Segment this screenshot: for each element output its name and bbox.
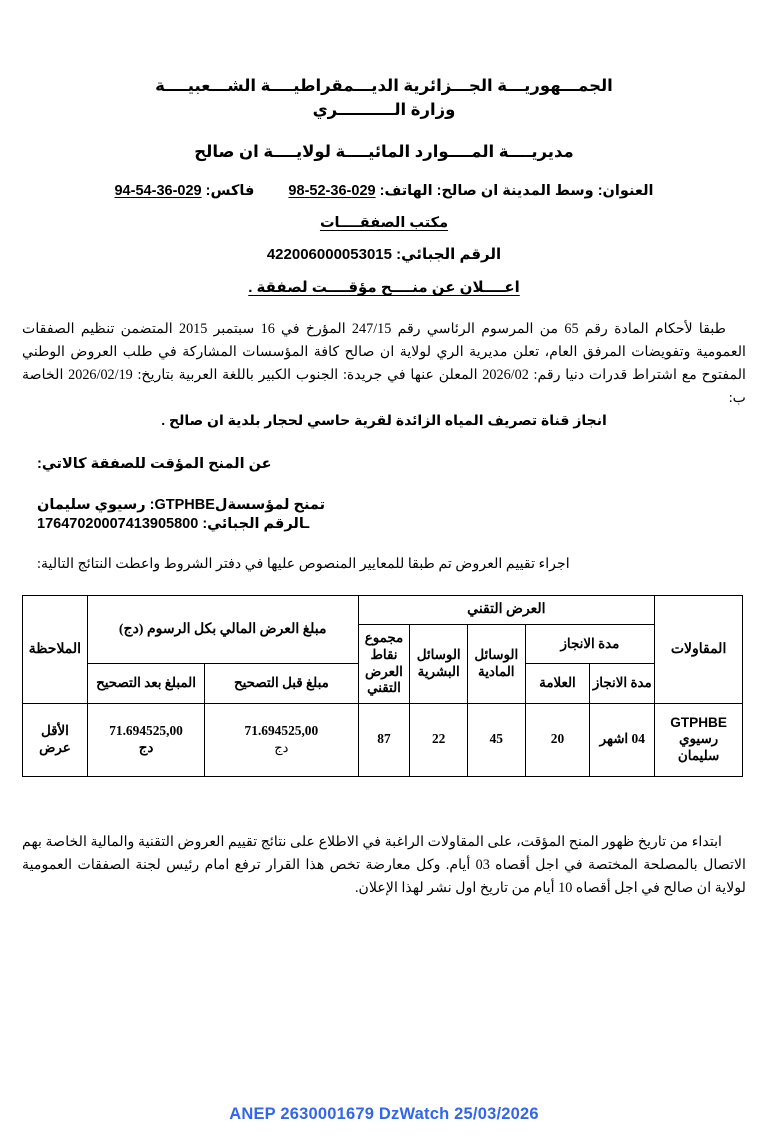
- contact-line: [0, 183, 768, 199]
- th-technical-offer: العرض التقني: [358, 596, 655, 624]
- th-observation: الملاحظة: [23, 596, 88, 703]
- address-label: العنوان: وسط المدينة ان صالح: الهاتف:: [379, 183, 654, 200]
- evaluation-note: اجراء تقييم العروض تم طبقا للمعايير المنصوص عليها في دفتر الشروط واعطت النتائج التالية:: [37, 556, 570, 573]
- cell-human-means: 22: [410, 703, 468, 776]
- results-table: [22, 595, 743, 776]
- th-material-means: الوسائل المادية: [467, 624, 525, 703]
- directorate-heading: مديريــــة المــــوارد المائيــــة لولايــــة ان صالح: [194, 142, 574, 161]
- cell-execution-duration: 04 اشهر: [590, 703, 655, 776]
- cell-amount-after: [87, 703, 204, 776]
- th-contractors: المقاولات: [655, 596, 743, 703]
- th-execution-duration: مدة الانجاز: [590, 664, 655, 704]
- document-header: [0, 0, 768, 296]
- intro-paragraph: طبقا لأحكام المادة رقم 65 من المرسوم الرئاسي رقم 247/15 المؤرخ في 16 سبتمبر 2015 المتضمن تنظيم الصفقات العمومية وتفويضات المرفق العام، تعلن مديرية الري لولاية ان صالح كافة المؤسسات المشاركة في طلب العروض الوطني المفتوح مع اشتراط قدرات دنيا رقم: 2026/02 المعلن عنها في جريدة: الجنوب الكبير باللغة العربية بتاريخ: 2026/02/19 الخاصة ب:: [22, 321, 746, 407]
- tax-id-value: 422006000053015: [266, 246, 392, 264]
- tax-id-line: [0, 245, 768, 263]
- amount-after-currency: دج: [138, 739, 154, 755]
- table-row: [23, 703, 743, 776]
- th-human-means: الوسائل البشرية: [410, 624, 468, 703]
- appeal-paragraph: ابتداء من تاريخ ظهور المنح المؤقت، على المقاولات الراغبة في الاطلاع على نتائج تقييم العروض التقنية والمالية الخاصة بهم الاتصال بالمصلحة المختصة في اجل أقصاه 03 أيام. وكل معارضة تخص هذا القرار ترفع امام رئيس لجنة الصفقات العمومية لولاية ان صالح في اجل أقصاه 10 أيام من تاريخ اول نشر لهذا الإعلان.: [22, 833, 747, 897]
- document-body: [22, 318, 746, 573]
- th-execution-period-group: مدة الانجاز: [525, 624, 655, 664]
- contracts-office-label: مكتب الصفقــــات: [319, 215, 449, 232]
- th-financial-offer: مبلغ العرض المالي بكل الرسوم (دج): [87, 596, 358, 664]
- th-amount-after: المبلغ بعد التصحيح: [87, 664, 204, 704]
- announcement-title: اعــــلان عن منــــح مؤقــــت لصفقة .: [248, 279, 520, 297]
- phone-number: 029-36-52-98: [288, 183, 376, 200]
- th-mark: العلامة: [525, 664, 590, 704]
- th-total-points: مجموع نقاط العرض التقني: [358, 624, 410, 703]
- cell-amount-before: [205, 703, 358, 776]
- awarded-company-tax-id: ـالرقم الجبائي: 17647020007413905800: [37, 516, 310, 533]
- amount-after-value: 71.694525,00: [109, 723, 183, 738]
- amount-before-value: 71.694525,00: [244, 723, 319, 738]
- cell-total-points: 87: [358, 703, 410, 776]
- amount-before-currency: دج: [274, 739, 289, 755]
- contractor-arabic-name: رسيوي سليمان: [677, 731, 720, 764]
- ministry-heading: وزارة الــــــــــري: [312, 100, 456, 119]
- cell-material-means: 45: [467, 703, 525, 776]
- project-title: انجاز قناة تصريف المياه الزائدة لقرية حاسي لحجار بلدية ان صالح .: [161, 412, 607, 429]
- fax-number: 029-36-54-94: [114, 183, 202, 200]
- anep-reference: ANEP 2630001679 DzWatch 25/03/2026: [229, 1105, 539, 1123]
- contractor-latin-name: GTPHBE: [670, 714, 727, 730]
- tax-id-label: الرقم الجبائي:: [396, 246, 502, 264]
- results-table-wrapper: [22, 595, 743, 776]
- results-table-body: [23, 703, 743, 776]
- fax-label: فاكس:: [205, 183, 255, 200]
- awarded-company: تمنح لمؤسسةلGTPHBE: رسيوي سليمان: [37, 497, 326, 514]
- th-amount-before: مبلغ قبل التصحيح: [205, 664, 358, 704]
- republic-heading: الجمـــهوريـــة الجـــزائرية الديـــمقراطيــــة الشـــعبيــــة: [155, 77, 613, 95]
- results-table-head: [23, 596, 743, 703]
- cell-contractor: [655, 703, 743, 776]
- cell-mark: 20: [525, 703, 590, 776]
- table-header-row-1: [23, 596, 743, 624]
- award-heading: عن المنح المؤقت للصفقة كالاتي:: [37, 456, 272, 473]
- cell-observation: الأقل عرض: [23, 703, 88, 776]
